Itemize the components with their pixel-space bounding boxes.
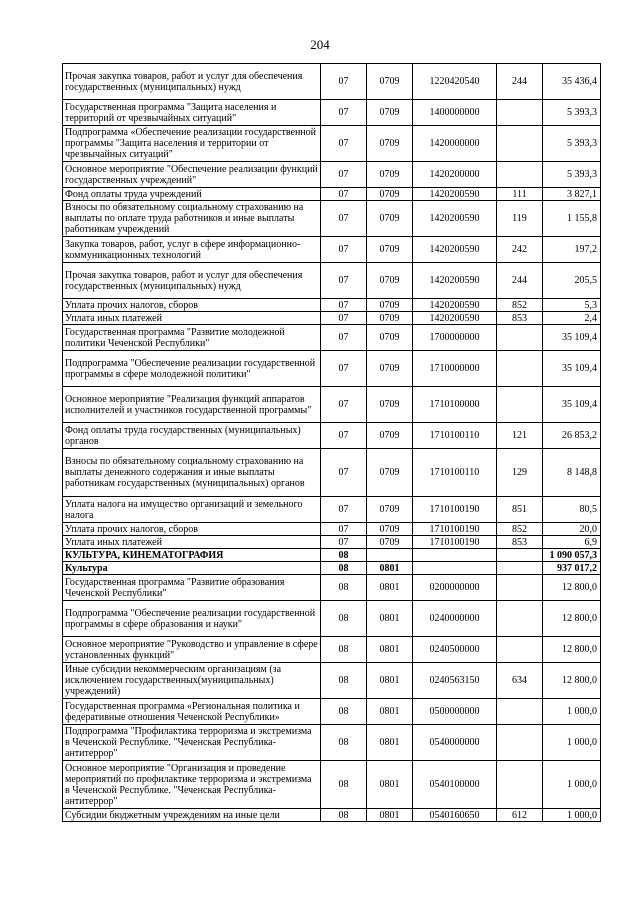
expense-type-code <box>497 162 543 188</box>
amount: 1 000,0 <box>543 725 601 761</box>
target-article-code: 1710100000 <box>413 387 497 423</box>
target-article-code: 1710100190 <box>413 523 497 536</box>
expense-type-code: 853 <box>497 536 543 549</box>
amount: 12 800,0 <box>543 601 601 637</box>
row-name: Государственная программа «Региональная политика и федеративные отношения Чеченской Республики» <box>63 699 321 725</box>
target-article-code: 1420200590 <box>413 263 497 299</box>
target-article-code: 0200000000 <box>413 575 497 601</box>
amount: 20,0 <box>543 523 601 536</box>
row-name: Культура <box>63 562 321 575</box>
row-name: Подпрограмма "Обеспечение реализации государственной программы в сфере молодежной политики" <box>63 351 321 387</box>
target-article-code: 1420200590 <box>413 237 497 263</box>
expense-type-code: 129 <box>497 449 543 497</box>
row-name: Уплата иных платежей <box>63 312 321 325</box>
section-code: 07 <box>321 237 367 263</box>
amount: 8 148,8 <box>543 449 601 497</box>
table-row <box>63 601 601 637</box>
subsection-code: 0801 <box>367 663 413 699</box>
target-article-code: 1710100110 <box>413 449 497 497</box>
table-row <box>63 423 601 449</box>
table-row <box>63 699 601 725</box>
row-name: Основное мероприятие "Реализация функций аппаратов исполнителей и участников государственной программы" <box>63 387 321 423</box>
target-article-code: 1710100190 <box>413 497 497 523</box>
row-name: Основное мероприятие "Организация и проведение мероприятий по профилактике терроризма и экстремизма в Чеченской Республике. "Чеченская Республика-антитеррор" <box>63 761 321 809</box>
subsection-code: 0801 <box>367 809 413 822</box>
target-article-code: 1420200590 <box>413 299 497 312</box>
expense-type-code: 851 <box>497 497 543 523</box>
amount: 6,9 <box>543 536 601 549</box>
table-row <box>63 523 601 536</box>
subsection-code: 0801 <box>367 761 413 809</box>
section-code: 08 <box>321 761 367 809</box>
amount: 26 853,2 <box>543 423 601 449</box>
target-article-code: 1420200590 <box>413 312 497 325</box>
subsection-code: 0709 <box>367 64 413 100</box>
expense-type-code: 119 <box>497 201 543 237</box>
subsection-code: 0801 <box>367 601 413 637</box>
row-name: Государственная программа "Развитие молодежной политики Чеченской Республики" <box>63 325 321 351</box>
expense-type-code <box>497 100 543 126</box>
section-code: 07 <box>321 64 367 100</box>
amount: 3 827,1 <box>543 188 601 201</box>
expense-type-code <box>497 725 543 761</box>
expense-type-code: 612 <box>497 809 543 822</box>
row-name: Иные субсидии некоммерческим организациям (за исключением государственных(муниципальных) учреждений) <box>63 663 321 699</box>
table-row <box>63 201 601 237</box>
amount: 35 436,4 <box>543 64 601 100</box>
section-code: 08 <box>321 575 367 601</box>
section-code: 07 <box>321 201 367 237</box>
row-name: Субсидии бюджетным учреждениям на иные цели <box>63 809 321 822</box>
table-row <box>63 449 601 497</box>
table-row <box>63 299 601 312</box>
section-code: 07 <box>321 299 367 312</box>
section-code: 08 <box>321 549 367 562</box>
amount: 12 800,0 <box>543 663 601 699</box>
amount: 2,4 <box>543 312 601 325</box>
section-code: 08 <box>321 601 367 637</box>
subsection-code: 0709 <box>367 263 413 299</box>
section-code: 07 <box>321 162 367 188</box>
row-name: Взносы по обязательному социальному страхованию на выплаты денежного содержания и иные выплаты работникам государственных (муниципальных) органов <box>63 449 321 497</box>
subsection-code: 0709 <box>367 201 413 237</box>
target-article-code: 1220420540 <box>413 64 497 100</box>
subsection-code: 0709 <box>367 126 413 162</box>
target-article-code: 1400000000 <box>413 100 497 126</box>
section-code: 07 <box>321 325 367 351</box>
section-code: 07 <box>321 351 367 387</box>
section-code: 07 <box>321 126 367 162</box>
row-name: Закупка товаров, работ, услуг в сфере информационно-коммуникационных технологий <box>63 237 321 263</box>
section-code: 08 <box>321 637 367 663</box>
expense-type-code <box>497 126 543 162</box>
table-row <box>63 637 601 663</box>
target-article-code: 1420200590 <box>413 188 497 201</box>
table-row <box>63 312 601 325</box>
expense-type-code: 121 <box>497 423 543 449</box>
amount: 937 017,2 <box>543 562 601 575</box>
expense-type-code <box>497 325 543 351</box>
target-article-code: 1420200000 <box>413 162 497 188</box>
target-article-code: 0540160650 <box>413 809 497 822</box>
expense-type-code: 111 <box>497 188 543 201</box>
expense-type-code: 852 <box>497 523 543 536</box>
amount: 35 109,4 <box>543 387 601 423</box>
section-code: 07 <box>321 387 367 423</box>
subsection-code: 0709 <box>367 387 413 423</box>
row-name: Прочая закупка товаров, работ и услуг для обеспечения государственных (муниципальных) нужд <box>63 263 321 299</box>
amount: 205,5 <box>543 263 601 299</box>
table-row <box>63 575 601 601</box>
expense-type-code <box>497 575 543 601</box>
subsection-code: 0801 <box>367 637 413 663</box>
subsection-code: 0709 <box>367 449 413 497</box>
target-article-code: 1710100190 <box>413 536 497 549</box>
expense-type-code: 853 <box>497 312 543 325</box>
section-code: 08 <box>321 809 367 822</box>
table-row <box>63 536 601 549</box>
expense-type-code: 242 <box>497 237 543 263</box>
subsection-code: 0709 <box>367 162 413 188</box>
row-name: Подпрограмма «Обеспечение реализации государственной программы "Защита населения и территории от чрезвычайных ситуаций" <box>63 126 321 162</box>
expense-type-code <box>497 761 543 809</box>
target-article-code: 0240500000 <box>413 637 497 663</box>
table-row <box>63 351 601 387</box>
subsection-code: 0709 <box>367 237 413 263</box>
row-name: Государственная программа "Защита населения и территорий от чрезвычайных ситуаций" <box>63 100 321 126</box>
expense-type-code: 634 <box>497 663 543 699</box>
row-name: Уплата налога на имущество организаций и земельного налога <box>63 497 321 523</box>
subsection-code: 0709 <box>367 325 413 351</box>
target-article-code: 1710000000 <box>413 351 497 387</box>
subsection-code: 0709 <box>367 312 413 325</box>
table-row <box>63 809 601 822</box>
section-code: 08 <box>321 699 367 725</box>
amount: 35 109,4 <box>543 351 601 387</box>
row-name: Уплата прочих налогов, сборов <box>63 299 321 312</box>
page-number: 204 <box>310 37 330 52</box>
row-name: Уплата прочих налогов, сборов <box>63 523 321 536</box>
subsection-code <box>367 549 413 562</box>
section-code: 08 <box>321 725 367 761</box>
amount: 5 393,3 <box>543 126 601 162</box>
expense-type-code <box>497 637 543 663</box>
table-row <box>63 663 601 699</box>
row-name: Фонд оплаты труда государственных (муниципальных) органов <box>63 423 321 449</box>
table-row <box>63 387 601 423</box>
section-code: 07 <box>321 523 367 536</box>
amount: 197,2 <box>543 237 601 263</box>
expense-type-code <box>497 601 543 637</box>
table-row <box>63 100 601 126</box>
table-row <box>63 562 601 575</box>
row-name: Государственная программа "Развитие образования Чеченской Республики" <box>63 575 321 601</box>
expense-type-code <box>497 562 543 575</box>
section-code: 08 <box>321 663 367 699</box>
section-code: 07 <box>321 497 367 523</box>
section-code: 07 <box>321 423 367 449</box>
amount: 80,5 <box>543 497 601 523</box>
target-article-code: 1420200590 <box>413 201 497 237</box>
subsection-code: 0801 <box>367 575 413 601</box>
amount: 12 800,0 <box>543 575 601 601</box>
row-name: Прочая закупка товаров, работ и услуг для обеспечения государственных (муниципальных) нужд <box>63 64 321 100</box>
budget-table-body <box>63 64 601 822</box>
expense-type-code <box>497 699 543 725</box>
section-code: 07 <box>321 100 367 126</box>
table-row <box>63 126 601 162</box>
table-row <box>63 64 601 100</box>
table-row <box>63 549 601 562</box>
subsection-code: 0709 <box>367 299 413 312</box>
target-article-code: 0240563150 <box>413 663 497 699</box>
amount: 35 109,4 <box>543 325 601 351</box>
expense-type-code: 244 <box>497 64 543 100</box>
table-row <box>63 188 601 201</box>
amount: 5,3 <box>543 299 601 312</box>
amount: 5 393,3 <box>543 100 601 126</box>
amount: 1 000,0 <box>543 699 601 725</box>
section-code: 07 <box>321 263 367 299</box>
subsection-code: 0801 <box>367 562 413 575</box>
section-code: 07 <box>321 312 367 325</box>
target-article-code: 1700000000 <box>413 325 497 351</box>
section-code: 08 <box>321 562 367 575</box>
subsection-code: 0801 <box>367 699 413 725</box>
table-row <box>63 237 601 263</box>
target-article-code: 0500000000 <box>413 699 497 725</box>
section-code: 07 <box>321 188 367 201</box>
target-article-code: 1420000000 <box>413 126 497 162</box>
subsection-code: 0709 <box>367 536 413 549</box>
target-article-code: 0240000000 <box>413 601 497 637</box>
subsection-code: 0709 <box>367 100 413 126</box>
expense-type-code <box>497 549 543 562</box>
target-article-code <box>413 562 497 575</box>
row-name: Уплата иных платежей <box>63 536 321 549</box>
amount: 1 090 057,3 <box>543 549 601 562</box>
table-row <box>63 497 601 523</box>
subsection-code: 0709 <box>367 423 413 449</box>
subsection-code: 0709 <box>367 188 413 201</box>
row-name: Основное мероприятие "Обеспечение реализации функций государственных учреждений" <box>63 162 321 188</box>
amount: 1 155,8 <box>543 201 601 237</box>
row-name: Подпрограмма "Профилактика терроризма и экстремизма в Чеченской Республике. "Чеченская Республика-антитеррор" <box>63 725 321 761</box>
row-name: Подпрограмма "Обеспечение реализации государственной программы в сфере образования и науки" <box>63 601 321 637</box>
section-code: 07 <box>321 449 367 497</box>
budget-table <box>62 63 601 822</box>
section-code: 07 <box>321 536 367 549</box>
expense-type-code <box>497 387 543 423</box>
row-name: Фонд оплаты труда учреждений <box>63 188 321 201</box>
subsection-code: 0709 <box>367 497 413 523</box>
row-name: КУЛЬТУРА, КИНЕМАТОГРАФИЯ <box>63 549 321 562</box>
amount: 1 000,0 <box>543 761 601 809</box>
subsection-code: 0709 <box>367 351 413 387</box>
target-article-code: 0540000000 <box>413 725 497 761</box>
amount: 1 000,0 <box>543 809 601 822</box>
subsection-code: 0801 <box>367 725 413 761</box>
target-article-code: 0540100000 <box>413 761 497 809</box>
amount: 12 800,0 <box>543 637 601 663</box>
subsection-code: 0709 <box>367 523 413 536</box>
target-article-code <box>413 549 497 562</box>
table-row <box>63 761 601 809</box>
expense-type-code: 244 <box>497 263 543 299</box>
table-row <box>63 263 601 299</box>
row-name: Взносы по обязательному социальному страхованию на выплаты по оплате труда работников и иные выплаты работникам учреждений <box>63 201 321 237</box>
table-row <box>63 725 601 761</box>
expense-type-code: 852 <box>497 299 543 312</box>
table-row <box>63 162 601 188</box>
table-row <box>63 325 601 351</box>
expense-type-code <box>497 351 543 387</box>
target-article-code: 1710100110 <box>413 423 497 449</box>
row-name: Основное мероприятие "Руководство и управление в сфере установленных функций" <box>63 637 321 663</box>
amount: 5 393,3 <box>543 162 601 188</box>
